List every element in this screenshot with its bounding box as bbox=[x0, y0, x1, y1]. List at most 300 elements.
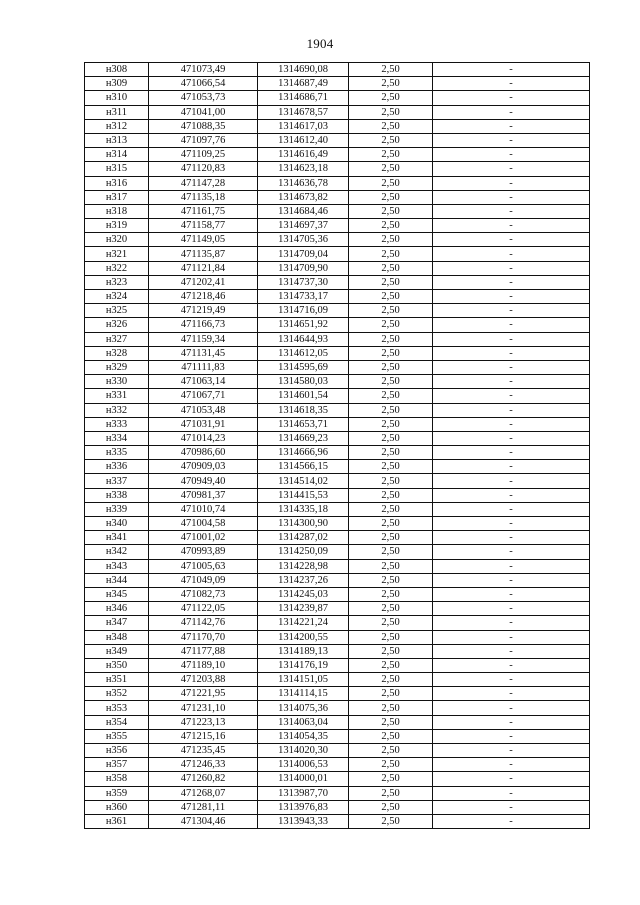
table-row bbox=[85, 488, 590, 502]
table-row bbox=[85, 744, 590, 758]
point-id-cell: н333 bbox=[85, 417, 149, 431]
precision-cell: 2,50 bbox=[349, 446, 433, 460]
precision-cell: 2,50 bbox=[349, 460, 433, 474]
precision-cell: 2,50 bbox=[349, 290, 433, 304]
table-row bbox=[85, 133, 590, 147]
y-coordinate-cell: 1314200,55 bbox=[258, 630, 349, 644]
note-cell: - bbox=[433, 772, 590, 786]
y-coordinate-cell: 1314000,01 bbox=[258, 772, 349, 786]
table-row bbox=[85, 77, 590, 91]
table-row bbox=[85, 360, 590, 374]
x-coordinate-cell: 471215,16 bbox=[149, 729, 258, 743]
x-coordinate-cell: 471010,74 bbox=[149, 502, 258, 516]
y-coordinate-cell: 1314287,02 bbox=[258, 531, 349, 545]
note-cell: - bbox=[433, 715, 590, 729]
x-coordinate-cell: 471304,46 bbox=[149, 814, 258, 828]
table-row bbox=[85, 772, 590, 786]
note-cell: - bbox=[433, 744, 590, 758]
table-row bbox=[85, 644, 590, 658]
x-coordinate-cell: 471135,18 bbox=[149, 190, 258, 204]
point-id-cell: н348 bbox=[85, 630, 149, 644]
precision-cell: 2,50 bbox=[349, 204, 433, 218]
y-coordinate-cell: 1314737,30 bbox=[258, 275, 349, 289]
x-coordinate-cell: 471131,45 bbox=[149, 346, 258, 360]
table-row bbox=[85, 403, 590, 417]
table-row bbox=[85, 304, 590, 318]
note-cell: - bbox=[433, 389, 590, 403]
table-row bbox=[85, 417, 590, 431]
table-row bbox=[85, 559, 590, 573]
point-id-cell: н320 bbox=[85, 233, 149, 247]
y-coordinate-cell: 1314690,08 bbox=[258, 63, 349, 77]
coordinates-table-body bbox=[85, 63, 590, 829]
note-cell: - bbox=[433, 375, 590, 389]
point-id-cell: н329 bbox=[85, 360, 149, 374]
y-coordinate-cell: 1313987,70 bbox=[258, 786, 349, 800]
table-row bbox=[85, 119, 590, 133]
note-cell: - bbox=[433, 63, 590, 77]
note-cell: - bbox=[433, 729, 590, 743]
x-coordinate-cell: 471066,54 bbox=[149, 77, 258, 91]
x-coordinate-cell: 471158,77 bbox=[149, 219, 258, 233]
x-coordinate-cell: 471281,11 bbox=[149, 800, 258, 814]
x-coordinate-cell: 471221,95 bbox=[149, 687, 258, 701]
x-coordinate-cell: 471067,71 bbox=[149, 389, 258, 403]
table-row bbox=[85, 247, 590, 261]
point-id-cell: н351 bbox=[85, 673, 149, 687]
point-id-cell: н317 bbox=[85, 190, 149, 204]
point-id-cell: н332 bbox=[85, 403, 149, 417]
point-id-cell: н359 bbox=[85, 786, 149, 800]
x-coordinate-cell: 471218,46 bbox=[149, 290, 258, 304]
point-id-cell: н361 bbox=[85, 814, 149, 828]
precision-cell: 2,50 bbox=[349, 531, 433, 545]
y-coordinate-cell: 1314669,23 bbox=[258, 431, 349, 445]
note-cell: - bbox=[433, 332, 590, 346]
y-coordinate-cell: 1314250,09 bbox=[258, 545, 349, 559]
note-cell: - bbox=[433, 318, 590, 332]
precision-cell: 2,50 bbox=[349, 332, 433, 346]
precision-cell: 2,50 bbox=[349, 729, 433, 743]
x-coordinate-cell: 471053,73 bbox=[149, 91, 258, 105]
precision-cell: 2,50 bbox=[349, 474, 433, 488]
table-row bbox=[85, 630, 590, 644]
x-coordinate-cell: 471082,73 bbox=[149, 587, 258, 601]
note-cell: - bbox=[433, 261, 590, 275]
y-coordinate-cell: 1314580,03 bbox=[258, 375, 349, 389]
precision-cell: 2,50 bbox=[349, 559, 433, 573]
note-cell: - bbox=[433, 602, 590, 616]
x-coordinate-cell: 471149,05 bbox=[149, 233, 258, 247]
y-coordinate-cell: 1314415,53 bbox=[258, 488, 349, 502]
note-cell: - bbox=[433, 474, 590, 488]
precision-cell: 2,50 bbox=[349, 105, 433, 119]
table-row bbox=[85, 701, 590, 715]
y-coordinate-cell: 1314514,02 bbox=[258, 474, 349, 488]
point-id-cell: н330 bbox=[85, 375, 149, 389]
note-cell: - bbox=[433, 77, 590, 91]
y-coordinate-cell: 1314228,98 bbox=[258, 559, 349, 573]
point-id-cell: н325 bbox=[85, 304, 149, 318]
precision-cell: 2,50 bbox=[349, 148, 433, 162]
y-coordinate-cell: 1314709,90 bbox=[258, 261, 349, 275]
x-coordinate-cell: 471202,41 bbox=[149, 275, 258, 289]
precision-cell: 2,50 bbox=[349, 673, 433, 687]
point-id-cell: н334 bbox=[85, 431, 149, 445]
table-row bbox=[85, 673, 590, 687]
x-coordinate-cell: 471122,05 bbox=[149, 602, 258, 616]
x-coordinate-cell: 470949,40 bbox=[149, 474, 258, 488]
note-cell: - bbox=[433, 545, 590, 559]
table-row bbox=[85, 63, 590, 77]
precision-cell: 2,50 bbox=[349, 247, 433, 261]
table-row bbox=[85, 474, 590, 488]
point-id-cell: н318 bbox=[85, 204, 149, 218]
x-coordinate-cell: 471177,88 bbox=[149, 644, 258, 658]
table-row bbox=[85, 814, 590, 828]
x-coordinate-cell: 471223,13 bbox=[149, 715, 258, 729]
precision-cell: 2,50 bbox=[349, 715, 433, 729]
note-cell: - bbox=[433, 148, 590, 162]
precision-cell: 2,50 bbox=[349, 517, 433, 531]
y-coordinate-cell: 1314733,17 bbox=[258, 290, 349, 304]
precision-cell: 2,50 bbox=[349, 545, 433, 559]
table-row bbox=[85, 233, 590, 247]
precision-cell: 2,50 bbox=[349, 275, 433, 289]
table-row bbox=[85, 219, 590, 233]
point-id-cell: н354 bbox=[85, 715, 149, 729]
precision-cell: 2,50 bbox=[349, 91, 433, 105]
x-coordinate-cell: 471170,70 bbox=[149, 630, 258, 644]
y-coordinate-cell: 1314644,93 bbox=[258, 332, 349, 346]
x-coordinate-cell: 471161,75 bbox=[149, 204, 258, 218]
x-coordinate-cell: 471053,48 bbox=[149, 403, 258, 417]
note-cell: - bbox=[433, 786, 590, 800]
x-coordinate-cell: 471166,73 bbox=[149, 318, 258, 332]
note-cell: - bbox=[433, 275, 590, 289]
note-cell: - bbox=[433, 800, 590, 814]
table-row bbox=[85, 389, 590, 403]
y-coordinate-cell: 1314189,13 bbox=[258, 644, 349, 658]
note-cell: - bbox=[433, 658, 590, 672]
point-id-cell: н343 bbox=[85, 559, 149, 573]
note-cell: - bbox=[433, 573, 590, 587]
x-coordinate-cell: 471088,35 bbox=[149, 119, 258, 133]
precision-cell: 2,50 bbox=[349, 701, 433, 715]
point-id-cell: н314 bbox=[85, 148, 149, 162]
precision-cell: 2,50 bbox=[349, 417, 433, 431]
precision-cell: 2,50 bbox=[349, 360, 433, 374]
x-coordinate-cell: 471120,83 bbox=[149, 162, 258, 176]
note-cell: - bbox=[433, 446, 590, 460]
y-coordinate-cell: 1314651,92 bbox=[258, 318, 349, 332]
precision-cell: 2,50 bbox=[349, 758, 433, 772]
x-coordinate-cell: 471049,09 bbox=[149, 573, 258, 587]
x-coordinate-cell: 471260,82 bbox=[149, 772, 258, 786]
point-id-cell: н356 bbox=[85, 744, 149, 758]
point-id-cell: н346 bbox=[85, 602, 149, 616]
table-row bbox=[85, 800, 590, 814]
point-id-cell: н347 bbox=[85, 616, 149, 630]
point-id-cell: н321 bbox=[85, 247, 149, 261]
precision-cell: 2,50 bbox=[349, 687, 433, 701]
precision-cell: 2,50 bbox=[349, 772, 433, 786]
x-coordinate-cell: 470909,03 bbox=[149, 460, 258, 474]
x-coordinate-cell: 471004,58 bbox=[149, 517, 258, 531]
point-id-cell: н339 bbox=[85, 502, 149, 516]
y-coordinate-cell: 1314176,19 bbox=[258, 658, 349, 672]
point-id-cell: н313 bbox=[85, 133, 149, 147]
x-coordinate-cell: 471097,76 bbox=[149, 133, 258, 147]
table-row bbox=[85, 573, 590, 587]
point-id-cell: н357 bbox=[85, 758, 149, 772]
y-coordinate-cell: 1314653,71 bbox=[258, 417, 349, 431]
point-id-cell: н311 bbox=[85, 105, 149, 119]
table-row bbox=[85, 91, 590, 105]
point-id-cell: н336 bbox=[85, 460, 149, 474]
page-number: 1904 bbox=[306, 36, 334, 51]
table-row bbox=[85, 148, 590, 162]
y-coordinate-cell: 1314678,57 bbox=[258, 105, 349, 119]
x-coordinate-cell: 470986,60 bbox=[149, 446, 258, 460]
y-coordinate-cell: 1314221,24 bbox=[258, 616, 349, 630]
precision-cell: 2,50 bbox=[349, 431, 433, 445]
note-cell: - bbox=[433, 559, 590, 573]
table-row bbox=[85, 602, 590, 616]
x-coordinate-cell: 471109,25 bbox=[149, 148, 258, 162]
table-row bbox=[85, 346, 590, 360]
table-row bbox=[85, 318, 590, 332]
y-coordinate-cell: 1314705,36 bbox=[258, 233, 349, 247]
precision-cell: 2,50 bbox=[349, 488, 433, 502]
precision-cell: 2,50 bbox=[349, 318, 433, 332]
y-coordinate-cell: 1314006,53 bbox=[258, 758, 349, 772]
table-row bbox=[85, 261, 590, 275]
table-row bbox=[85, 687, 590, 701]
table-row bbox=[85, 502, 590, 516]
note-cell: - bbox=[433, 517, 590, 531]
note-cell: - bbox=[433, 204, 590, 218]
note-cell: - bbox=[433, 162, 590, 176]
y-coordinate-cell: 1314595,69 bbox=[258, 360, 349, 374]
point-id-cell: н360 bbox=[85, 800, 149, 814]
table-row bbox=[85, 190, 590, 204]
precision-cell: 2,50 bbox=[349, 630, 433, 644]
x-coordinate-cell: 471031,91 bbox=[149, 417, 258, 431]
precision-cell: 2,50 bbox=[349, 644, 433, 658]
y-coordinate-cell: 1314616,49 bbox=[258, 148, 349, 162]
x-coordinate-cell: 471246,33 bbox=[149, 758, 258, 772]
y-coordinate-cell: 1314666,96 bbox=[258, 446, 349, 460]
y-coordinate-cell: 1314623,18 bbox=[258, 162, 349, 176]
y-coordinate-cell: 1314687,49 bbox=[258, 77, 349, 91]
x-coordinate-cell: 471005,63 bbox=[149, 559, 258, 573]
precision-cell: 2,50 bbox=[349, 304, 433, 318]
note-cell: - bbox=[433, 176, 590, 190]
point-id-cell: н341 bbox=[85, 531, 149, 545]
y-coordinate-cell: 1314239,87 bbox=[258, 602, 349, 616]
precision-cell: 2,50 bbox=[349, 119, 433, 133]
point-id-cell: н319 bbox=[85, 219, 149, 233]
note-cell: - bbox=[433, 346, 590, 360]
note-cell: - bbox=[433, 502, 590, 516]
y-coordinate-cell: 1313976,83 bbox=[258, 800, 349, 814]
y-coordinate-cell: 1314300,90 bbox=[258, 517, 349, 531]
point-id-cell: н323 bbox=[85, 275, 149, 289]
note-cell: - bbox=[433, 219, 590, 233]
precision-cell: 2,50 bbox=[349, 63, 433, 77]
note-cell: - bbox=[433, 105, 590, 119]
y-coordinate-cell: 1314245,03 bbox=[258, 587, 349, 601]
point-id-cell: н349 bbox=[85, 644, 149, 658]
y-coordinate-cell: 1314020,30 bbox=[258, 744, 349, 758]
precision-cell: 2,50 bbox=[349, 403, 433, 417]
y-coordinate-cell: 1314618,35 bbox=[258, 403, 349, 417]
precision-cell: 2,50 bbox=[349, 261, 433, 275]
precision-cell: 2,50 bbox=[349, 602, 433, 616]
table-row bbox=[85, 446, 590, 460]
y-coordinate-cell: 1314566,15 bbox=[258, 460, 349, 474]
note-cell: - bbox=[433, 616, 590, 630]
point-id-cell: н342 bbox=[85, 545, 149, 559]
x-coordinate-cell: 471268,07 bbox=[149, 786, 258, 800]
y-coordinate-cell: 1314673,82 bbox=[258, 190, 349, 204]
precision-cell: 2,50 bbox=[349, 219, 433, 233]
note-cell: - bbox=[433, 360, 590, 374]
point-id-cell: н328 bbox=[85, 346, 149, 360]
precision-cell: 2,50 bbox=[349, 658, 433, 672]
note-cell: - bbox=[433, 431, 590, 445]
y-coordinate-cell: 1313943,33 bbox=[258, 814, 349, 828]
note-cell: - bbox=[433, 290, 590, 304]
point-id-cell: н337 bbox=[85, 474, 149, 488]
table-row bbox=[85, 431, 590, 445]
x-coordinate-cell: 471142,76 bbox=[149, 616, 258, 630]
point-id-cell: н355 bbox=[85, 729, 149, 743]
coordinates-table bbox=[84, 62, 590, 829]
precision-cell: 2,50 bbox=[349, 587, 433, 601]
table-row bbox=[85, 460, 590, 474]
table-row bbox=[85, 616, 590, 630]
point-id-cell: н344 bbox=[85, 573, 149, 587]
x-coordinate-cell: 471014,23 bbox=[149, 431, 258, 445]
note-cell: - bbox=[433, 630, 590, 644]
point-id-cell: н340 bbox=[85, 517, 149, 531]
precision-cell: 2,50 bbox=[349, 800, 433, 814]
precision-cell: 2,50 bbox=[349, 744, 433, 758]
point-id-cell: н324 bbox=[85, 290, 149, 304]
point-id-cell: н316 bbox=[85, 176, 149, 190]
y-coordinate-cell: 1314054,35 bbox=[258, 729, 349, 743]
precision-cell: 2,50 bbox=[349, 233, 433, 247]
precision-cell: 2,50 bbox=[349, 786, 433, 800]
table-row bbox=[85, 105, 590, 119]
x-coordinate-cell: 470993,89 bbox=[149, 545, 258, 559]
precision-cell: 2,50 bbox=[349, 814, 433, 828]
point-id-cell: н322 bbox=[85, 261, 149, 275]
y-coordinate-cell: 1314697,37 bbox=[258, 219, 349, 233]
table-row bbox=[85, 375, 590, 389]
precision-cell: 2,50 bbox=[349, 133, 433, 147]
y-coordinate-cell: 1314617,03 bbox=[258, 119, 349, 133]
point-id-cell: н315 bbox=[85, 162, 149, 176]
precision-cell: 2,50 bbox=[349, 616, 433, 630]
note-cell: - bbox=[433, 701, 590, 715]
x-coordinate-cell: 471111,83 bbox=[149, 360, 258, 374]
note-cell: - bbox=[433, 644, 590, 658]
point-id-cell: н358 bbox=[85, 772, 149, 786]
precision-cell: 2,50 bbox=[349, 389, 433, 403]
note-cell: - bbox=[433, 814, 590, 828]
note-cell: - bbox=[433, 233, 590, 247]
precision-cell: 2,50 bbox=[349, 375, 433, 389]
note-cell: - bbox=[433, 91, 590, 105]
x-coordinate-cell: 471235,45 bbox=[149, 744, 258, 758]
table-row bbox=[85, 290, 590, 304]
y-coordinate-cell: 1314151,05 bbox=[258, 673, 349, 687]
precision-cell: 2,50 bbox=[349, 573, 433, 587]
table-row bbox=[85, 275, 590, 289]
point-id-cell: н353 bbox=[85, 701, 149, 715]
point-id-cell: н312 bbox=[85, 119, 149, 133]
point-id-cell: н338 bbox=[85, 488, 149, 502]
point-id-cell: н326 bbox=[85, 318, 149, 332]
y-coordinate-cell: 1314063,04 bbox=[258, 715, 349, 729]
table-row bbox=[85, 517, 590, 531]
x-coordinate-cell: 471231,10 bbox=[149, 701, 258, 715]
note-cell: - bbox=[433, 133, 590, 147]
y-coordinate-cell: 1314335,18 bbox=[258, 502, 349, 516]
x-coordinate-cell: 471073,49 bbox=[149, 63, 258, 77]
x-coordinate-cell: 471159,34 bbox=[149, 332, 258, 346]
note-cell: - bbox=[433, 190, 590, 204]
point-id-cell: н350 bbox=[85, 658, 149, 672]
note-cell: - bbox=[433, 758, 590, 772]
precision-cell: 2,50 bbox=[349, 190, 433, 204]
table-row bbox=[85, 658, 590, 672]
note-cell: - bbox=[433, 587, 590, 601]
point-id-cell: н327 bbox=[85, 332, 149, 346]
y-coordinate-cell: 1314075,36 bbox=[258, 701, 349, 715]
y-coordinate-cell: 1314709,04 bbox=[258, 247, 349, 261]
table-row bbox=[85, 531, 590, 545]
precision-cell: 2,50 bbox=[349, 502, 433, 516]
point-id-cell: н331 bbox=[85, 389, 149, 403]
point-id-cell: н308 bbox=[85, 63, 149, 77]
note-cell: - bbox=[433, 119, 590, 133]
point-id-cell: н310 bbox=[85, 91, 149, 105]
note-cell: - bbox=[433, 488, 590, 502]
note-cell: - bbox=[433, 460, 590, 474]
note-cell: - bbox=[433, 417, 590, 431]
precision-cell: 2,50 bbox=[349, 176, 433, 190]
point-id-cell: н345 bbox=[85, 587, 149, 601]
y-coordinate-cell: 1314114,15 bbox=[258, 687, 349, 701]
x-coordinate-cell: 470981,37 bbox=[149, 488, 258, 502]
x-coordinate-cell: 471135,87 bbox=[149, 247, 258, 261]
note-cell: - bbox=[433, 403, 590, 417]
table-row bbox=[85, 332, 590, 346]
y-coordinate-cell: 1314237,26 bbox=[258, 573, 349, 587]
table-row bbox=[85, 786, 590, 800]
note-cell: - bbox=[433, 531, 590, 545]
y-coordinate-cell: 1314612,40 bbox=[258, 133, 349, 147]
y-coordinate-cell: 1314636,78 bbox=[258, 176, 349, 190]
point-id-cell: н352 bbox=[85, 687, 149, 701]
table-row bbox=[85, 758, 590, 772]
table-row bbox=[85, 715, 590, 729]
table-row bbox=[85, 162, 590, 176]
